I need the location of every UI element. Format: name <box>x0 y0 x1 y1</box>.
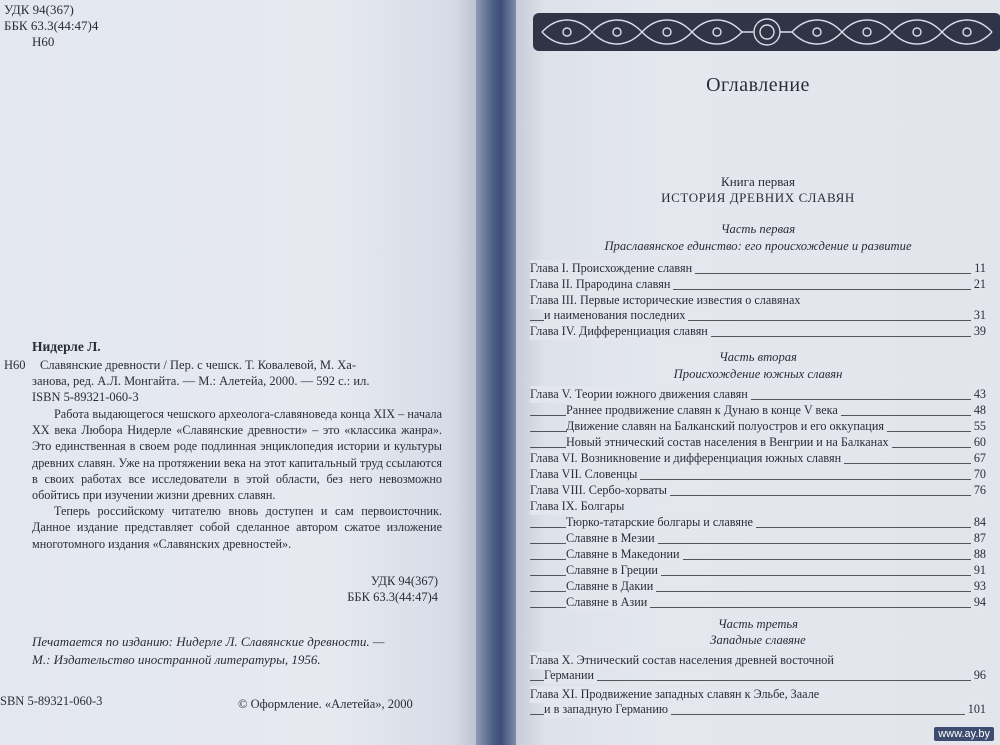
toc-row <box>530 292 986 324</box>
toc-row <box>530 514 986 531</box>
part1-title: Праславянское единство: его происхождение и развитие <box>604 239 912 253</box>
toc-row-page: 96 <box>971 667 986 684</box>
toc-row <box>530 276 986 293</box>
isbn: ISBN 5-89321-060-3 <box>32 390 139 404</box>
toc-row-label: Тюрко-татарские болгары и славяне <box>566 514 756 531</box>
toc-row-label-continued: и наименования последних <box>544 307 688 324</box>
toc-row-label: Глава II. Прародина славян <box>530 276 673 293</box>
toc-row-label: Славяне в Греции <box>566 562 661 579</box>
toc-row-label: Глава IX. Болгары <box>530 498 627 515</box>
toc-heading: Оглавление <box>706 74 810 96</box>
annotation <box>32 406 442 552</box>
author: Нидерле Л. <box>32 339 101 354</box>
toc-row <box>530 686 986 718</box>
toc-row-label: Славяне в Дакии <box>566 578 656 595</box>
toc-row-label: Славяне в Мезии <box>566 530 658 547</box>
toc-row <box>530 594 986 611</box>
toc-row <box>530 530 986 547</box>
toc-row <box>530 562 986 579</box>
toc-row-page: 48 <box>971 402 986 419</box>
toc-row-label: Глава VI. Возникновение и дифференциация южных славян <box>530 450 844 467</box>
copyright: © Оформление. «Алетейа», 2000 <box>238 697 413 711</box>
annotation-paragraph-1: Работа выдающегося чешского археолога-славяноведа конца XIX – начала XX века Любора Нидерле «Славянские древности» – это «классика жанра». Это единственная в своем роде подлинная энциклопедия истории и культуры древних славян. Уже на протяжении века на этот капитальный труд ссылаются в своих работах все исследователи в этой области, без него невозможно обойтись при изучении жизни древних славян. <box>32 407 442 503</box>
toc-row-page: 11 <box>971 260 986 277</box>
part3-title: Западные славяне <box>710 633 806 647</box>
toc-row-page: 88 <box>971 546 986 563</box>
toc-row-page: 70 <box>971 466 986 483</box>
toc-row-page: 31 <box>971 307 986 324</box>
part1-label: Часть первая <box>720 222 796 236</box>
toc-row-label: Глава VIII. Сербо-хорваты <box>530 482 670 499</box>
toc-row-page: 60 <box>971 434 986 451</box>
toc-row-label: Глава XI. Продвижение западных славян к Эльбе, Заале <box>530 686 822 703</box>
toc-row-label: Раннее продвижение славян к Дунаю в конце V века <box>566 402 841 419</box>
margin-code: Н60 <box>4 358 26 372</box>
toc-row <box>530 434 986 451</box>
toc-row-page: 76 <box>971 482 986 499</box>
toc-row-page: 67 <box>971 450 986 467</box>
toc-row-page: 94 <box>971 594 986 611</box>
edition-note-2: М.: Издательство иностранной литературы, 1956. <box>32 652 321 667</box>
toc-row <box>530 652 986 684</box>
udk-top: УДК 94(367) <box>4 2 74 17</box>
watermark: www.ay.by <box>934 727 994 741</box>
toc-row <box>530 418 986 435</box>
toc-row-label: Глава I. Происхождение славян <box>530 260 695 277</box>
toc-row-page: 91 <box>971 562 986 579</box>
toc-row-label: Славяне в Азии <box>566 594 650 611</box>
toc-row-page: 93 <box>971 578 986 595</box>
toc-row-label: Славяне в Македонии <box>566 546 683 563</box>
toc-row <box>530 498 986 515</box>
toc-row-page: 43 <box>971 386 986 403</box>
book-gutter <box>476 0 518 745</box>
toc-row-label: Глава V. Теории южного движения славян <box>530 386 751 403</box>
toc-row <box>530 402 986 419</box>
ornament-header <box>532 12 1000 52</box>
isbn-bottom: SBN 5-89321-060-3 <box>0 694 103 708</box>
toc-row-label: Движение славян на Балканский полуостров и его оккупация <box>566 418 887 435</box>
toc-row-page: 39 <box>971 323 986 340</box>
toc-row-label: Глава VII. Словенцы <box>530 466 640 483</box>
toc-row <box>530 466 986 483</box>
part3-label: Часть третья <box>717 617 799 631</box>
bbk-bottom: ББК 63.3(44:47)4 <box>347 590 438 604</box>
toc-row <box>530 323 986 340</box>
code-top: Н60 <box>32 34 55 49</box>
toc-row-label: Глава IV. Дифференциация славян <box>530 323 711 340</box>
toc-row-label-continued: Германии <box>544 667 597 684</box>
book-label: Книга первая <box>721 174 795 189</box>
toc-row-label-continued: и в западную Германию <box>544 701 671 718</box>
citation-line-2: занова, ред. А.Л. Монгайта. — М.: Алетейа, 2000. — 592 с.: ил. <box>32 374 370 388</box>
toc-row-page: 21 <box>971 276 986 293</box>
edition-note-1: Печатается по изданию: Нидерле Л. Славянские древности. — <box>32 634 385 649</box>
left-page <box>0 0 478 745</box>
part2-title: Происхождение южных славян <box>673 367 843 381</box>
toc-row-label: Глава X. Этнический состав населения древней восточной <box>530 652 837 669</box>
toc-row-page: 101 <box>965 701 986 718</box>
annotation-paragraph-2: Теперь российскому читателю вновь доступен и сам первоисточник. Данное издание представляет собой сделанное автором сжатое изложение многотомного издания «Славянских древностей». <box>32 504 442 551</box>
toc-row-label: Новый этнический состав населения в Венгрии и на Балканах <box>566 434 892 451</box>
part2-label: Часть вторая <box>719 350 797 364</box>
udk-bottom: УДК 94(367) <box>370 574 438 588</box>
toc-row <box>530 482 986 499</box>
right-page <box>516 0 1000 745</box>
toc-row-page: 55 <box>971 418 986 435</box>
bbk-top: ББК 63.3(44:47)4 <box>4 18 99 33</box>
toc-row <box>530 260 986 277</box>
toc-row <box>530 578 986 595</box>
citation-line-1: Славянские древности / Пер. с чешск. Т. Ковалевой, М. Ха- <box>40 358 356 372</box>
toc-row <box>530 546 986 563</box>
toc-row <box>530 386 986 403</box>
toc-row-label: Глава III. Первые исторические известия о славянах <box>530 292 804 309</box>
toc-row-page: 84 <box>971 514 986 531</box>
book-title: ИСТОРИЯ ДРЕВНИХ СЛАВЯН <box>661 190 855 205</box>
toc-row <box>530 450 986 467</box>
toc-row-page: 87 <box>971 530 986 547</box>
